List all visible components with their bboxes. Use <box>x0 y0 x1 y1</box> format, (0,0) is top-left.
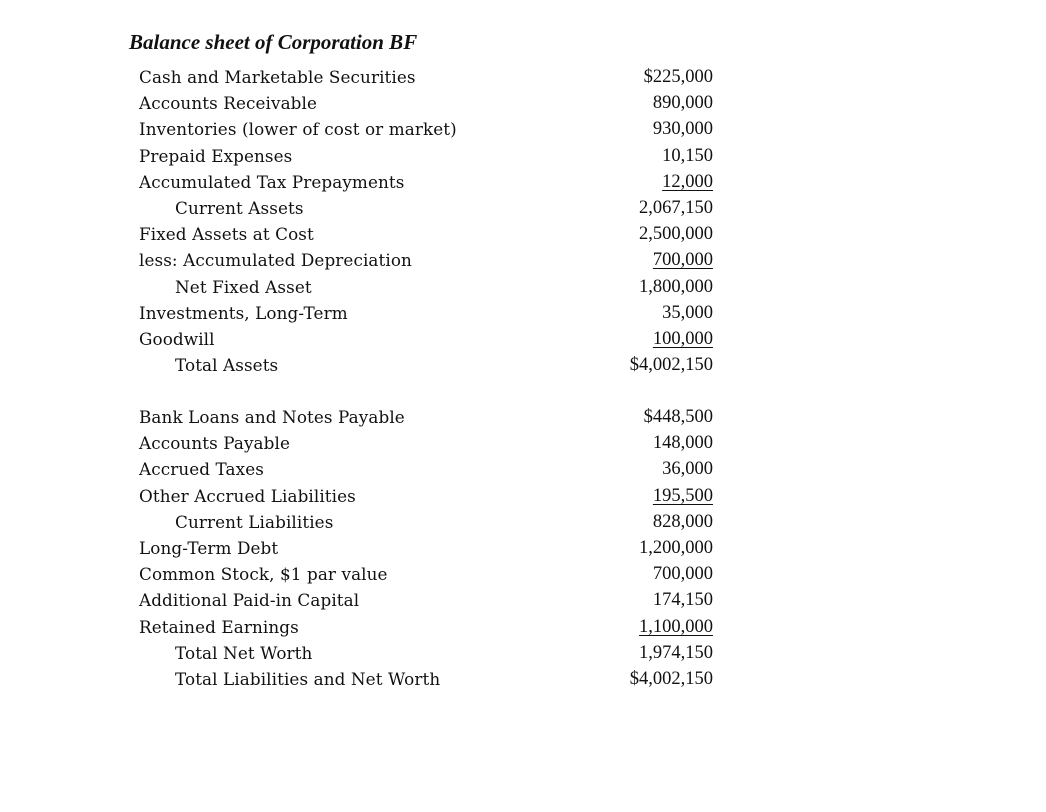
row-total-assets <box>139 352 713 378</box>
row-cash-marketable-securities <box>139 64 713 90</box>
row-amount: 2,500,000 <box>639 224 713 245</box>
row-prepaid-expenses <box>139 143 713 169</box>
row-total-liabilities-net-worth <box>139 666 713 692</box>
row-amount: 700,000 <box>652 564 713 585</box>
row-amount: 828,000 <box>652 511 713 532</box>
row-amount: $4,002,150 <box>629 668 713 689</box>
row-label: Retained Earnings <box>139 616 299 637</box>
row-common-stock <box>139 561 713 587</box>
row-amount: 174,150 <box>652 590 713 611</box>
row-amount: 1,100,000 <box>639 616 713 637</box>
row-amount: 1,200,000 <box>639 537 713 558</box>
row-amount: 1,800,000 <box>639 276 713 297</box>
row-amount: $225,000 <box>643 67 713 87</box>
row-investments-long-term <box>139 300 713 326</box>
row-label: Long-Term Debt <box>139 537 279 558</box>
row-label: Investments, Long-Term <box>139 302 348 323</box>
assets-section <box>139 64 713 378</box>
row-accumulated-tax-prepayments <box>139 169 713 195</box>
row-amount: $448,500 <box>643 407 713 427</box>
row-additional-paid-in-capital <box>139 587 713 613</box>
row-accrued-taxes <box>139 456 713 482</box>
row-current-assets-subtotal <box>139 195 713 221</box>
row-accumulated-depreciation <box>139 247 713 273</box>
row-label: Goodwill <box>139 328 215 349</box>
row-label: Total Assets <box>175 355 279 376</box>
row-label: Accounts Payable <box>139 433 290 454</box>
row-label: Additional Paid-in Capital <box>139 590 360 611</box>
row-label: Other Accrued Liabilities <box>139 485 356 506</box>
row-current-liabilities-subtotal <box>139 509 713 535</box>
row-retained-earnings <box>139 614 713 640</box>
row-amount: 148,000 <box>652 433 713 454</box>
row-label: Net Fixed Asset <box>175 276 312 297</box>
row-label: Accounts Receivable <box>139 93 318 114</box>
page-title: Balance sheet of Corporation BF <box>129 30 418 54</box>
row-inventories <box>139 116 713 142</box>
row-amount: 100,000 <box>652 328 713 349</box>
row-amount: 12,000 <box>662 171 713 192</box>
row-amount: 700,000 <box>652 250 713 271</box>
row-label: Fixed Assets at Cost <box>139 224 314 245</box>
row-amount: 1,974,150 <box>639 642 713 663</box>
row-label: Bank Loans and Notes Payable <box>139 407 405 427</box>
row-amount: 36,000 <box>662 459 713 480</box>
row-long-term-debt <box>139 535 713 561</box>
liabilities-section <box>139 404 713 692</box>
row-bank-loans-notes-payable <box>139 404 713 430</box>
row-label: Common Stock, $1 par value <box>139 564 388 585</box>
row-accounts-payable <box>139 430 713 456</box>
row-amount: 2,067,150 <box>639 197 713 218</box>
row-label: Accumulated Tax Prepayments <box>139 171 405 192</box>
row-label: Current Assets <box>175 197 304 218</box>
row-label: Total Liabilities and Net Worth <box>175 668 441 689</box>
row-label: Current Liabilities <box>175 511 334 532</box>
row-amount: 195,500 <box>652 485 713 506</box>
row-label: Accrued Taxes <box>139 459 264 480</box>
row-amount: 10,150 <box>662 145 713 166</box>
row-goodwill <box>139 326 713 352</box>
row-total-net-worth <box>139 640 713 666</box>
row-label: Inventories (lower of cost or market) <box>139 119 457 140</box>
row-label: less: Accumulated Depreciation <box>139 250 412 271</box>
row-amount: $4,002,150 <box>629 355 713 376</box>
row-amount: 930,000 <box>652 119 713 140</box>
row-net-fixed-asset-subtotal <box>139 274 713 300</box>
row-fixed-assets-at-cost <box>139 221 713 247</box>
row-label: Cash and Marketable Securities <box>139 67 416 87</box>
row-accounts-receivable <box>139 90 713 116</box>
row-other-accrued-liabilities <box>139 483 713 509</box>
row-label: Prepaid Expenses <box>139 145 293 166</box>
row-amount: 35,000 <box>662 302 713 323</box>
row-label: Total Net Worth <box>175 642 313 663</box>
row-amount: 890,000 <box>652 93 713 114</box>
